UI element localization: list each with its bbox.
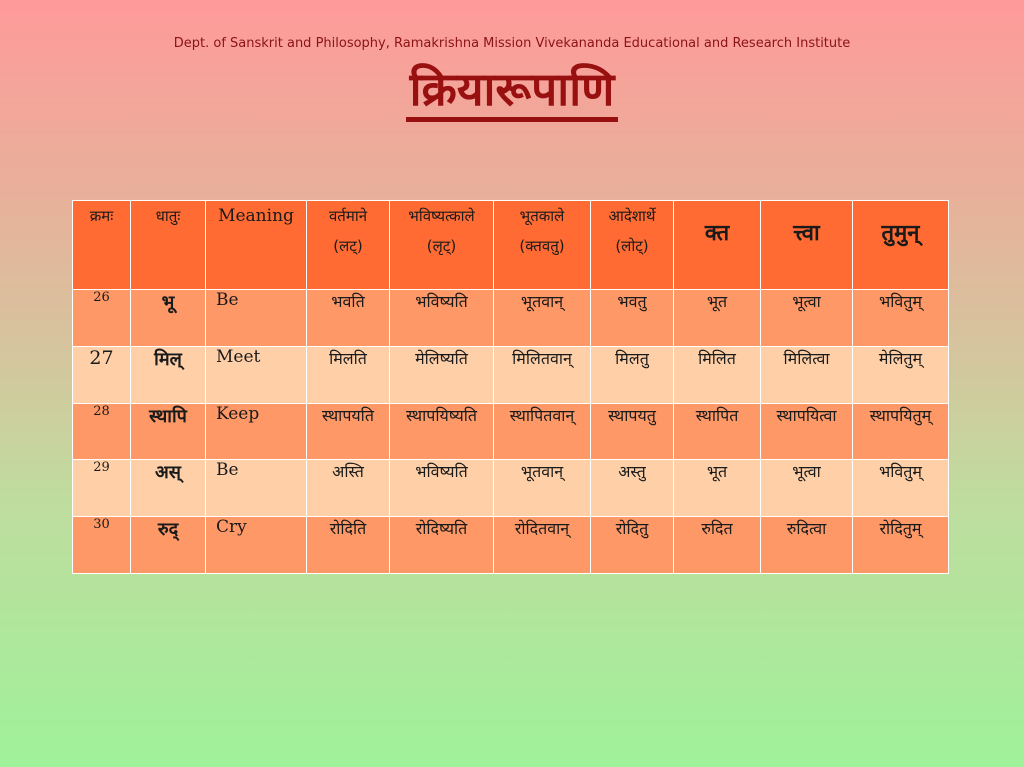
col-header-imperative xyxy=(591,201,674,290)
dhatu-cell: रुद् xyxy=(131,517,206,574)
col-header-label: वर्तमाने xyxy=(328,207,368,225)
serial-cell: 28 xyxy=(73,403,131,460)
tumun-cell: मेलितुम् xyxy=(853,346,949,403)
col-header-past xyxy=(494,201,591,290)
meaning-cell: Meet xyxy=(206,346,307,403)
col-header-tumun xyxy=(853,201,949,290)
tumun-cell: भवितुम् xyxy=(853,290,949,347)
kta-cell: रुदित xyxy=(674,517,761,574)
table-row xyxy=(73,290,949,347)
ktva-cell: भूत्वा xyxy=(761,290,853,347)
future-cell: रोदिष्यति xyxy=(390,517,494,574)
col-header-present xyxy=(307,201,390,290)
present-cell: मिलति xyxy=(307,346,390,403)
imperative-cell: मिलतु xyxy=(591,346,674,403)
tumun-cell: रोदितुम् xyxy=(853,517,949,574)
present-cell: रोदिति xyxy=(307,517,390,574)
present-cell: स्थापयति xyxy=(307,403,390,460)
ktva-cell: स्थापयित्वा xyxy=(761,403,853,460)
col-header-label: धातुः xyxy=(155,207,181,225)
future-cell: मेलिष्यति xyxy=(390,346,494,403)
future-cell: स्थापयिष्यति xyxy=(390,403,494,460)
col-header-label: तुमुन् xyxy=(881,221,920,246)
ktva-cell: मिलित्वा xyxy=(761,346,853,403)
future-cell: भविष्यति xyxy=(390,460,494,517)
imperative-cell: स्थापयतु xyxy=(591,403,674,460)
table-row xyxy=(73,346,949,403)
kta-cell: भूत xyxy=(674,460,761,517)
ktva-cell: रुदित्वा xyxy=(761,517,853,574)
page-title-text: क्रियारूपाणि xyxy=(406,64,619,122)
past-cell: स्थापितवान् xyxy=(494,403,591,460)
present-cell: भवति xyxy=(307,290,390,347)
table-row xyxy=(73,403,949,460)
ktva-cell: भूत्वा xyxy=(761,460,853,517)
past-cell: रोदितवान् xyxy=(494,517,591,574)
col-header-label: भविष्यत्काले xyxy=(408,207,475,225)
tumun-cell: स्थापयितुम् xyxy=(853,403,949,460)
dhatu-cell: भू xyxy=(131,290,206,347)
col-header-label: त्त्वा xyxy=(793,221,820,246)
col-header-sublabel: (लृट्) xyxy=(426,237,457,255)
col-header-kta xyxy=(674,201,761,290)
serial-cell: 29 xyxy=(73,460,131,517)
dhatu-cell: मिल् xyxy=(131,346,206,403)
kta-cell: मिलित xyxy=(674,346,761,403)
past-cell: भूतवान् xyxy=(494,290,591,347)
past-cell: भूतवान् xyxy=(494,460,591,517)
dhatu-cell: अस् xyxy=(131,460,206,517)
imperative-cell: रोदितु xyxy=(591,517,674,574)
serial-cell: 30 xyxy=(73,517,131,574)
verb-forms-table xyxy=(72,200,949,574)
page-title xyxy=(0,62,1024,122)
col-header-future xyxy=(390,201,494,290)
dhatu-cell: स्थापि xyxy=(131,403,206,460)
serial-cell: 26 xyxy=(73,290,131,347)
table-row xyxy=(73,517,949,574)
col-header-sublabel: (लोट्) xyxy=(615,237,649,255)
meaning-cell: Keep xyxy=(206,403,307,460)
col-header-sublabel: (क्तवतु) xyxy=(519,237,565,255)
col-header-label: क्रमः xyxy=(89,207,114,225)
meaning-cell: Be xyxy=(206,290,307,347)
col-header-label: क्त xyxy=(704,221,730,246)
serial-cell: 27 xyxy=(73,346,131,403)
col-header-label: Meaning xyxy=(218,206,294,226)
institute-name: Dept. of Sanskrit and Philosophy, Ramakrishna Mission Vivekananda Educational and Research Institute xyxy=(173,36,851,51)
col-header-dhatu xyxy=(131,201,206,290)
past-cell: मिलितवान् xyxy=(494,346,591,403)
kta-cell: स्थापित xyxy=(674,403,761,460)
col-header-serial xyxy=(73,201,131,290)
meaning-cell: Cry xyxy=(206,517,307,574)
present-cell: अस्ति xyxy=(307,460,390,517)
col-header-meaning xyxy=(206,201,307,290)
future-cell: भविष्यति xyxy=(390,290,494,347)
kta-cell: भूत xyxy=(674,290,761,347)
meaning-cell: Be xyxy=(206,460,307,517)
imperative-cell: भवतु xyxy=(591,290,674,347)
col-header-label: आदेशार्थे xyxy=(608,207,656,225)
tumun-cell: भवितुम् xyxy=(853,460,949,517)
imperative-cell: अस्तु xyxy=(591,460,674,517)
col-header-ktva xyxy=(761,201,853,290)
table-row xyxy=(73,460,949,517)
table-header-row xyxy=(73,201,949,290)
col-header-label: भूतकाले xyxy=(519,207,565,225)
col-header-sublabel: (लट्) xyxy=(333,237,363,255)
